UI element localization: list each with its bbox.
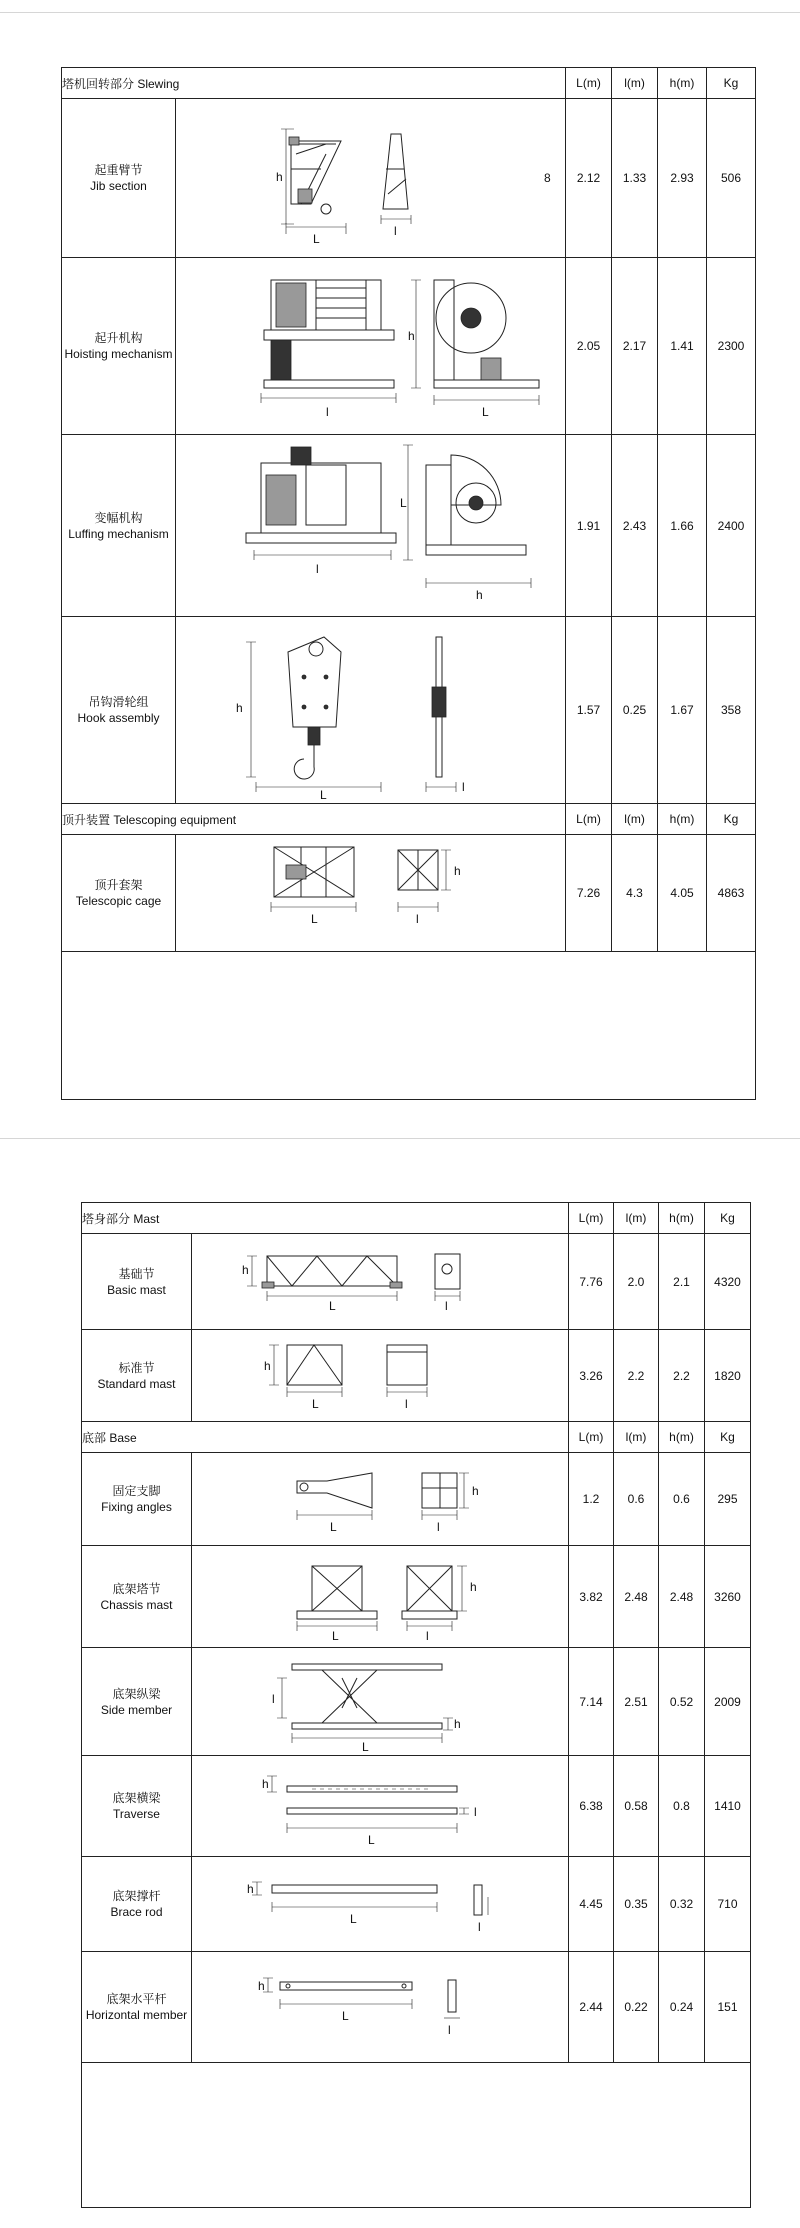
blank-area (62, 952, 756, 1100)
value-l: 4.3 (612, 835, 658, 952)
component-name-en: Chassis mast (100, 1597, 173, 1612)
dim-label-L: L (311, 912, 318, 926)
component-name (62, 617, 176, 804)
drawing-note: 8 (544, 171, 551, 185)
component-name-en: Luffing mechanism (68, 526, 169, 541)
blank-area (82, 2063, 751, 2208)
page-separator-top (0, 12, 800, 13)
page-separator-middle (0, 1138, 800, 1139)
component-name (82, 1756, 192, 1857)
value-l: 2.17 (612, 258, 658, 435)
table-row (82, 1234, 751, 1330)
section-title: 塔身部分 Mast (82, 1203, 569, 1234)
drawing-fixing-angles (192, 1453, 569, 1546)
value-kg: 151 (705, 1952, 751, 2063)
col-header-kg: Kg (707, 804, 756, 835)
value-h: 1.41 (658, 258, 707, 435)
value-kg: 2400 (707, 435, 756, 617)
component-name (82, 1857, 192, 1952)
component-name-zh: 底架纵梁 (112, 1686, 161, 1701)
dim-label-l: l (462, 780, 465, 794)
value-L: 2.12 (566, 99, 612, 258)
value-kg: 2009 (705, 1648, 751, 1756)
value-L: 3.26 (569, 1330, 614, 1422)
col-header-kg: Kg (705, 1422, 751, 1453)
component-name-zh: 基础节 (118, 1266, 155, 1281)
component-name-en: Telescopic cage (75, 894, 162, 908)
dim-label-l: l (445, 1299, 448, 1313)
component-name-en: Hook assembly (77, 711, 160, 725)
value-h: 2.93 (658, 99, 707, 258)
component-name-en: Hoisting mechanism (64, 347, 173, 361)
value-l: 0.35 (614, 1857, 659, 1952)
dim-label-h: h (236, 701, 243, 715)
value-l: 0.58 (614, 1756, 659, 1857)
value-kg: 506 (707, 99, 756, 258)
component-name-zh: 底架塔节 (112, 1581, 161, 1596)
component-name (82, 1952, 192, 2063)
component-name-en: Traverse (113, 1807, 160, 1821)
component-name-en: Basic mast (107, 1282, 166, 1297)
dim-label-h: h (408, 329, 415, 343)
dim-label-L: L (342, 2009, 349, 2023)
component-name-zh: 吊钩滑轮组 (88, 695, 149, 709)
dim-label-L: L (312, 1397, 319, 1411)
value-kg: 1410 (705, 1756, 751, 1857)
col-header-L: L(m) (569, 1422, 614, 1453)
table-row (62, 258, 756, 435)
dim-label-h: h (472, 1484, 479, 1498)
table-row (82, 1952, 751, 2063)
component-name-en: Side member (100, 1702, 173, 1717)
dim-label-L: L (330, 1520, 337, 1534)
col-header-L: L(m) (569, 1203, 614, 1234)
value-kg: 295 (705, 1453, 751, 1546)
col-header-h: h(m) (658, 68, 707, 99)
value-l: 2.0 (614, 1234, 659, 1330)
table-row (62, 435, 756, 617)
drawing-telescopic-cage (176, 835, 566, 952)
component-name (82, 1546, 192, 1648)
section-header-telescoping (62, 804, 756, 835)
table-row (82, 1330, 751, 1422)
value-L: 1.91 (566, 435, 612, 617)
value-h: 0.52 (659, 1648, 705, 1756)
value-h: 2.1 (659, 1234, 705, 1330)
dim-label-L: L (368, 1833, 375, 1847)
value-L: 1.2 (569, 1453, 614, 1546)
value-l: 2.2 (614, 1330, 659, 1422)
dim-label-h: h (242, 1263, 249, 1277)
drawing-brace-rod (192, 1857, 569, 1952)
component-name (82, 1453, 192, 1546)
component-name (62, 435, 176, 617)
dim-label-l: l (316, 562, 319, 576)
value-h: 0.24 (659, 1952, 705, 2063)
value-kg: 710 (705, 1857, 751, 1952)
value-kg: 3260 (705, 1546, 751, 1648)
value-h: 0.6 (659, 1453, 705, 1546)
section-title: 顶升装置 Telescoping equipment (62, 804, 566, 835)
col-header-h: h(m) (659, 1203, 705, 1234)
col-header-kg: Kg (705, 1203, 751, 1234)
value-L: 2.05 (566, 258, 612, 435)
value-L: 1.57 (566, 617, 612, 804)
dim-label-L: L (313, 232, 320, 246)
drawing-luffing-mechanism (176, 435, 566, 617)
component-name-en: Brace rod (110, 1905, 163, 1919)
value-h: 2.2 (659, 1330, 705, 1422)
col-header-kg: Kg (707, 68, 756, 99)
component-name-zh: 底架撑杆 (112, 1889, 161, 1903)
value-h: 1.66 (658, 435, 707, 617)
col-header-L: L(m) (566, 68, 612, 99)
component-name-zh: 变幅机构 (94, 510, 143, 525)
dim-label-L: L (320, 788, 327, 802)
col-header-l: l(m) (614, 1422, 659, 1453)
value-kg: 2300 (707, 258, 756, 435)
value-kg: 358 (707, 617, 756, 804)
spec-table-slewing (61, 67, 756, 1100)
value-L: 2.44 (569, 1952, 614, 2063)
component-name-en: Jib section (90, 179, 147, 193)
component-name (82, 1234, 192, 1330)
dim-label-l: l (437, 1520, 440, 1534)
col-header-h: h(m) (659, 1422, 705, 1453)
dim-label-l: l (478, 1920, 481, 1934)
value-l: 2.48 (614, 1546, 659, 1648)
drawing-standard-mast (192, 1330, 569, 1422)
value-L: 6.38 (569, 1756, 614, 1857)
dim-label-h: h (262, 1777, 269, 1791)
value-l: 0.6 (614, 1453, 659, 1546)
dim-label-h: h (454, 1717, 461, 1731)
col-header-l: l(m) (612, 68, 658, 99)
section-title: 塔机回转部分 Slewing (62, 68, 566, 99)
component-name-zh: 标准节 (118, 1360, 155, 1375)
drawing-traverse (192, 1756, 569, 1857)
value-kg: 1820 (705, 1330, 751, 1422)
dim-label-h: h (276, 170, 283, 184)
value-l: 0.25 (612, 617, 658, 804)
dim-label-l: l (272, 1692, 275, 1706)
table-row (82, 1756, 751, 1857)
value-kg: 4320 (705, 1234, 751, 1330)
value-l: 1.33 (612, 99, 658, 258)
component-name-en: Fixing angles (101, 1500, 172, 1514)
table-row (82, 1857, 751, 1952)
component-name-en: Horizontal member (85, 2008, 188, 2022)
value-l: 2.51 (614, 1648, 659, 1756)
spec-table-mast-base (81, 1202, 751, 2208)
col-header-h: h(m) (658, 804, 707, 835)
value-L: 7.26 (566, 835, 612, 952)
section-header-base (82, 1422, 751, 1453)
drawing-hoisting-mechanism (176, 258, 566, 435)
value-kg: 4863 (707, 835, 756, 952)
table-row (62, 835, 756, 952)
drawing-jib-section (176, 99, 566, 258)
dim-label-L: L (332, 1629, 339, 1643)
dim-label-L: L (350, 1912, 357, 1926)
component-name-en: Standard mast (97, 1376, 176, 1391)
dim-label-l: l (405, 1397, 408, 1411)
value-l: 2.43 (612, 435, 658, 617)
dim-label-h: h (476, 588, 483, 602)
component-name-zh: 固定支脚 (112, 1484, 161, 1498)
value-h: 1.67 (658, 617, 707, 804)
table-row (82, 1546, 751, 1648)
value-h: 4.05 (658, 835, 707, 952)
section-header-slewing (62, 68, 756, 99)
dim-label-l: l (426, 1629, 429, 1643)
drawing-side-member (192, 1648, 569, 1756)
dim-label-L: L (362, 1740, 369, 1754)
value-h: 0.32 (659, 1857, 705, 1952)
component-name (62, 99, 176, 258)
table-row (82, 1453, 751, 1546)
section-header-mast (82, 1203, 751, 1234)
dim-label-l: l (394, 224, 397, 238)
dim-label-l: l (474, 1805, 477, 1819)
dim-label-L: L (329, 1299, 336, 1313)
dim-label-h: h (454, 864, 461, 878)
table-row (62, 617, 756, 804)
drawing-horizontal-member (192, 1952, 569, 2063)
value-L: 4.45 (569, 1857, 614, 1952)
component-name (62, 835, 176, 952)
dim-label-L: L (482, 405, 489, 419)
dim-label-l: l (416, 912, 419, 926)
component-name-zh: 底架横梁 (112, 1791, 161, 1805)
component-name (62, 258, 176, 435)
component-name (82, 1330, 192, 1422)
component-name-zh: 底架水平杆 (106, 1992, 167, 2006)
component-name-zh: 起重臂节 (94, 163, 143, 177)
dim-label-h: h (264, 1359, 271, 1373)
dim-label-h: h (470, 1580, 477, 1594)
dim-label-l: l (326, 405, 329, 419)
value-L: 7.14 (569, 1648, 614, 1756)
drawing-hook-assembly (176, 617, 566, 804)
dim-label-h: h (247, 1882, 254, 1896)
component-name (82, 1648, 192, 1756)
value-l: 0.22 (614, 1952, 659, 2063)
table-row (62, 99, 756, 258)
dim-label-h: h (258, 1979, 265, 1993)
col-header-l: l(m) (614, 1203, 659, 1234)
dim-label-l: l (448, 2023, 451, 2037)
component-name-zh: 起升机构 (94, 331, 143, 345)
value-h: 0.8 (659, 1756, 705, 1857)
drawing-basic-mast (192, 1234, 569, 1330)
section-title: 底部 Base (82, 1422, 569, 1453)
value-L: 7.76 (569, 1234, 614, 1330)
col-header-L: L(m) (566, 804, 612, 835)
drawing-chassis-mast (192, 1546, 569, 1648)
dim-label-L: L (400, 496, 407, 510)
table-row (82, 1648, 751, 1756)
col-header-l: l(m) (612, 804, 658, 835)
value-h: 2.48 (659, 1546, 705, 1648)
value-L: 3.82 (569, 1546, 614, 1648)
component-name-zh: 顶升套架 (94, 878, 143, 892)
